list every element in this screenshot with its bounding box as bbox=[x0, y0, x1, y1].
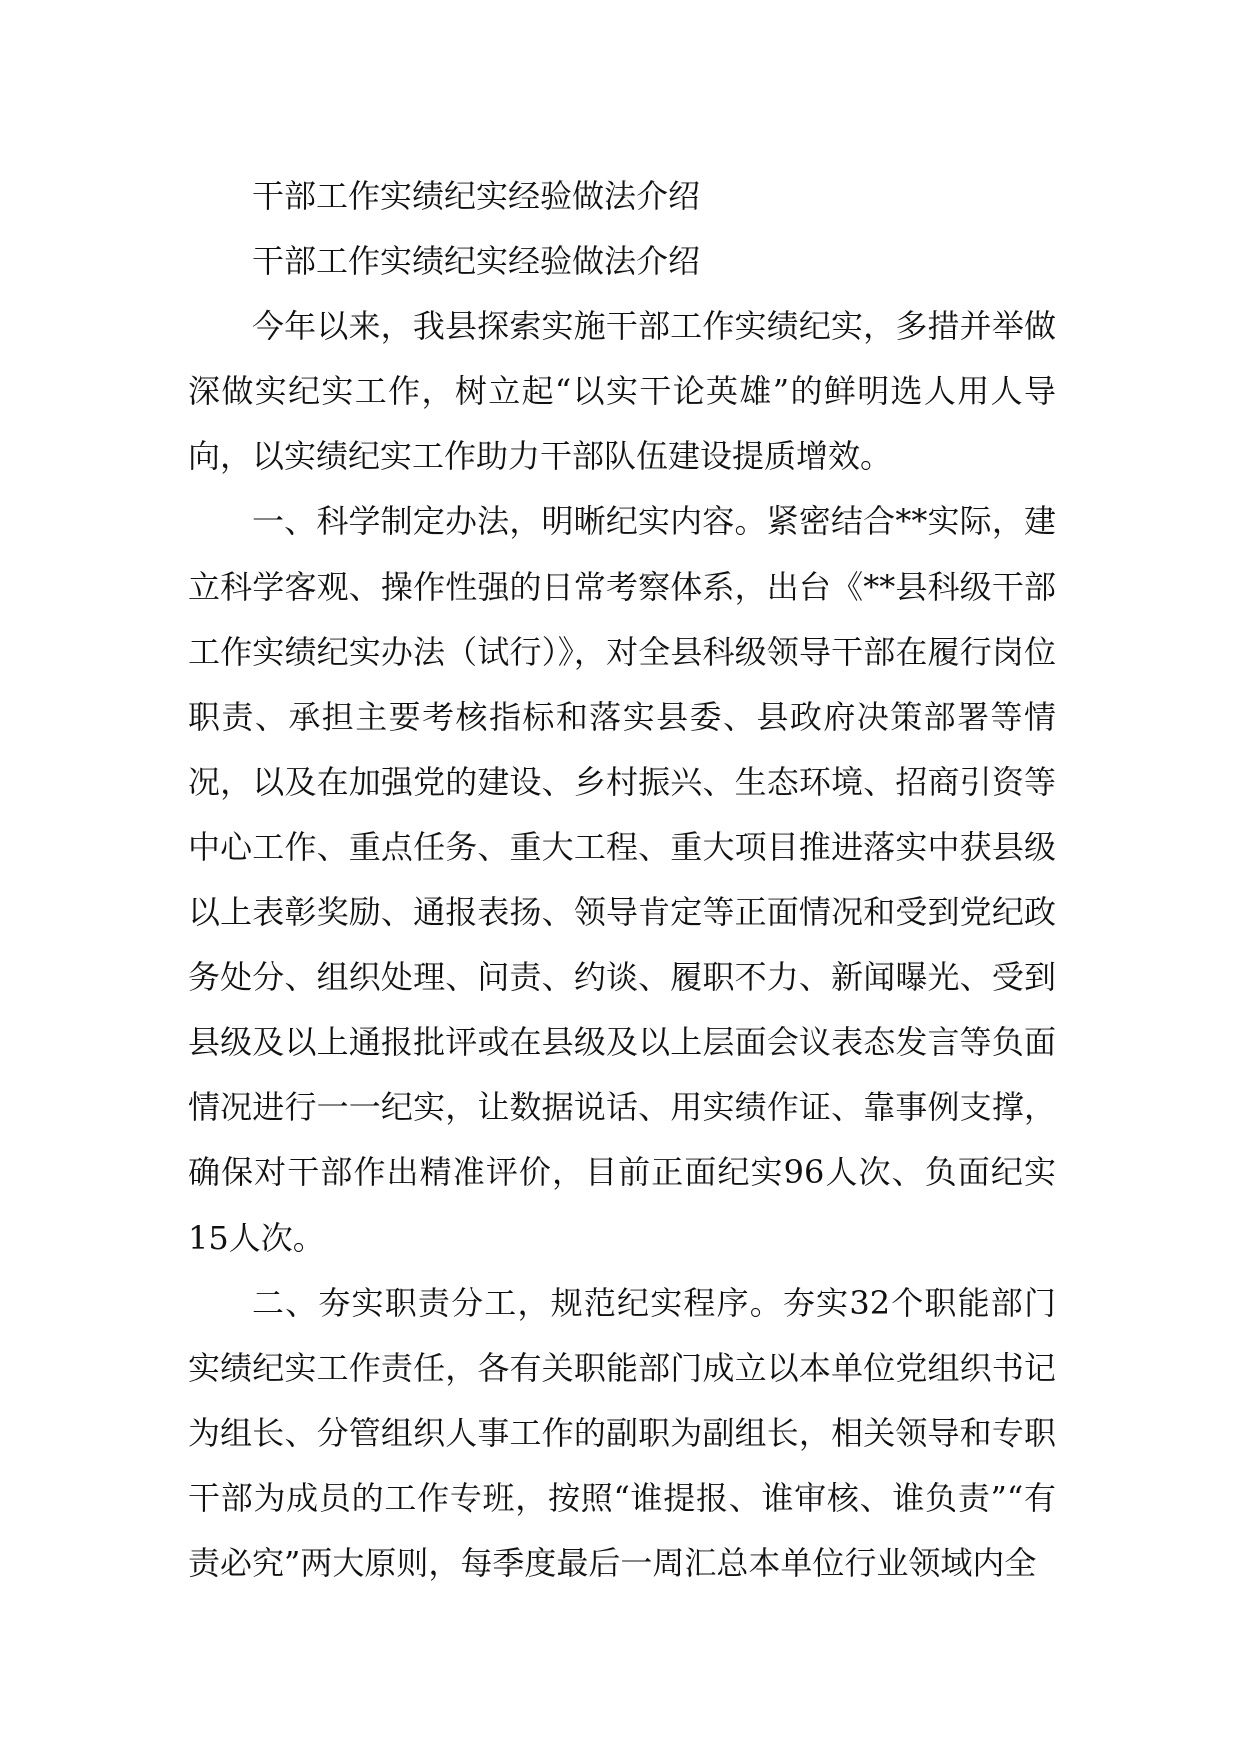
document-body bbox=[188, 164, 1056, 1596]
document-title: 干部工作实绩纪实经验做法介绍 bbox=[252, 177, 701, 215]
paragraph-intro: 今年以来，我县探索实施干部工作实绩纪实，多措并举做深做实纪实工作，树立起“以实干论英雄”的鲜明选人用人导向，以实绩纪实工作助力干部队伍建设提质增效。 bbox=[188, 307, 1056, 476]
paragraph-section-two: 二、夯实职责分工，规范纪实程序。夯实32个职能部门实绩纪实工作责任，各有关职能部门成立以本单位党组织书记为组长、分管组织人事工作的副职为副组长，相关领导和专职干部为成员的工作专班，按照“谁提报、谁审核、谁负责”“有责必究”两大原则，每季度最后一周汇总本单位行业领域内全 bbox=[188, 1283, 1056, 1582]
document-subtitle: 干部工作实绩纪实经验做法介绍 bbox=[252, 242, 701, 281]
paragraph-section-one: 一、科学制定办法，明晰纪实内容。紧密结合**实际，建立科学客观、操作性强的日常考察体系，出台《**县科级干部工作实绩纪实办法（试行）》，对全县科级领导干部在履行岗位职责、承担主要考核指标和落实县委、县政府决策部署等情况，以及在加强党的建设、乡村振兴、生态环境、招商引资等中心工作、重点任务、重大工程、重大项目推进落实中获县级以上表彰奖励、通报表扬、领导肯定等正面情况和受到党纪政务处分、组织处理、问责、约谈、履职不力、新闻曝光、受到县级及以上通报批评或在县级及以上层面会议表态发言等负面情况进行一一纪实，让数据说话、用实绩作证、靠事例支撑，确保对干部作出精准评价，目前正面纪实96人次、负面纪实15人次。 bbox=[188, 502, 1056, 1257]
